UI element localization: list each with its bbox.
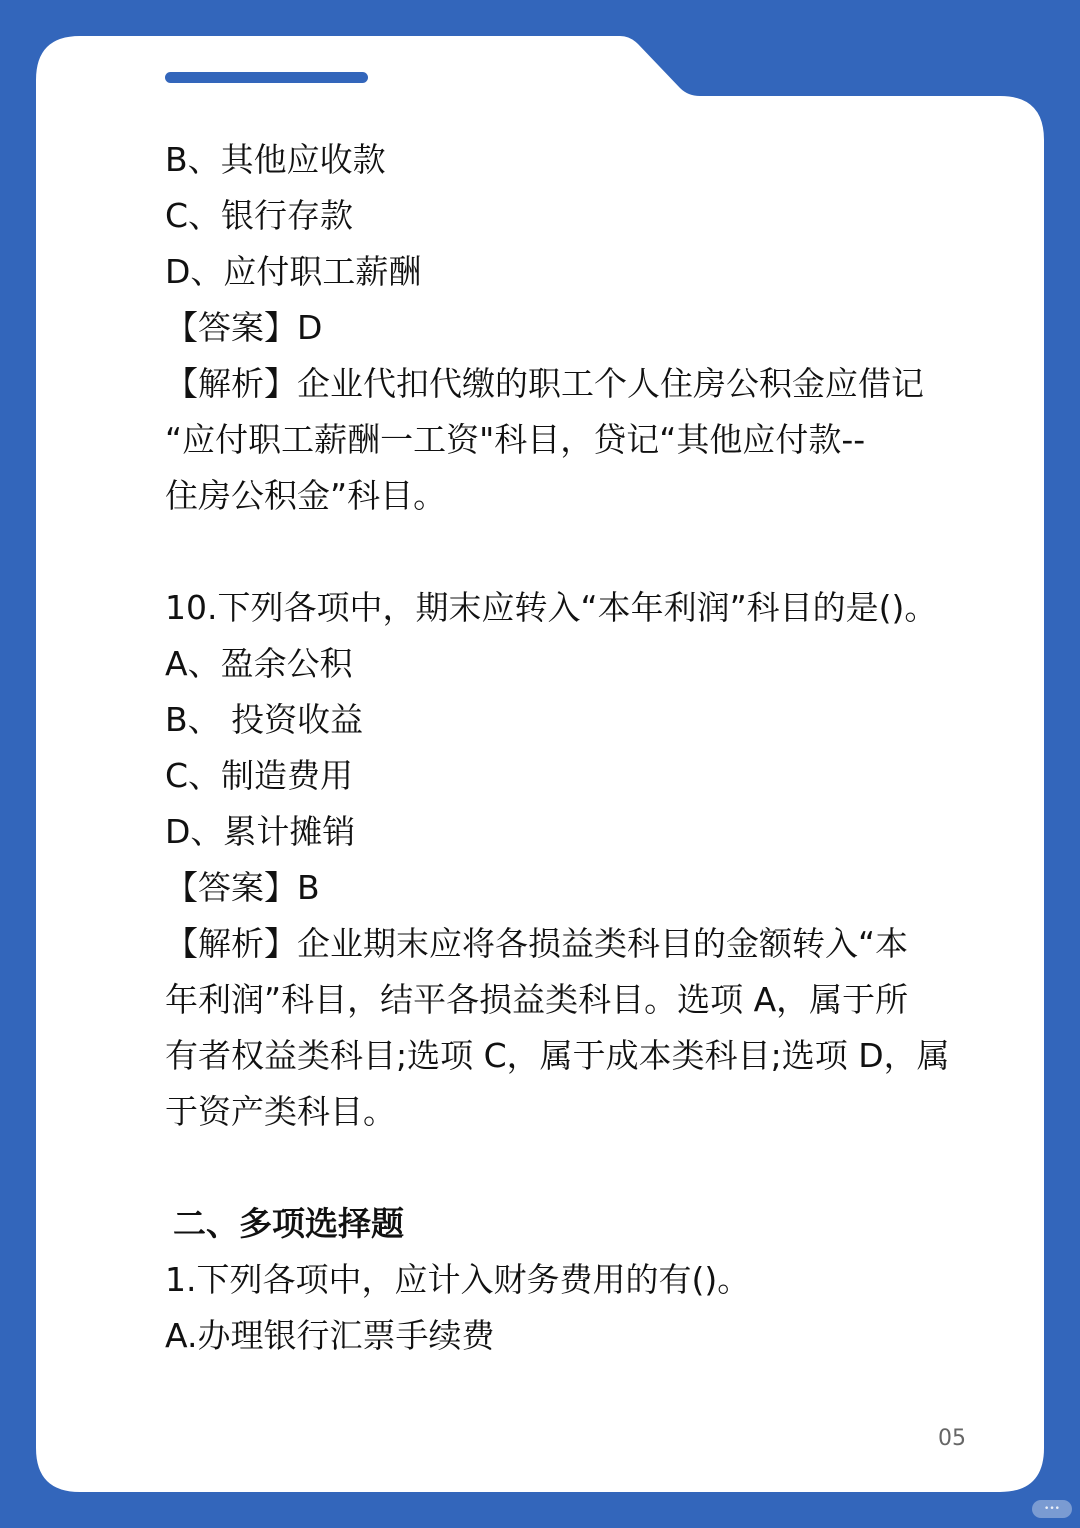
explanation-line-2: “应付职工薪酬一工资"科目，贷记“其他应付款--: [165, 420, 866, 459]
page-number: 05: [938, 1426, 966, 1451]
watermark-logo: •••: [1032, 1500, 1072, 1518]
q10-option-c: C、制造费用: [165, 756, 354, 795]
q10-explanation-line-3: 有者权益类科目;选项 C，属于成本类科目;选项 D，属: [165, 1036, 950, 1075]
answer-label: 【答案】D: [165, 308, 323, 347]
multi-question-1: 1.下列各项中，应计入财务费用的有()。: [165, 1260, 751, 1299]
q10-explanation-line-2: 年利润”科目，结平各损益类科目。选项 A，属于所: [165, 980, 909, 1019]
q10-explanation-line-1: 【解析】企业期末应将各损益类科目的金额转入“本: [165, 924, 909, 963]
explanation-line-1: 【解析】企业代扣代缴的职工个人住房公积金应借记: [165, 364, 924, 403]
question-10: 10.下列各项中，期末应转入“本年利润”科目的是()。: [165, 588, 938, 627]
multi-q1-option-a: A.办理银行汇票手续费: [165, 1316, 495, 1355]
explanation-line-3: 住房公积金”科目。: [165, 476, 447, 515]
option-c: C、银行存款: [165, 196, 354, 235]
q10-option-b: B、 投资收益: [165, 700, 364, 739]
document-body: [165, 132, 950, 1364]
spacer: [165, 1140, 945, 1196]
header-accent-bar: [165, 72, 368, 83]
q10-option-a: A、盈余公积: [165, 644, 353, 683]
q10-option-d: D、累计摊销: [165, 812, 356, 851]
q10-answer: 【答案】B: [165, 868, 320, 907]
q10-explanation-line-4: 于资产类科目。: [165, 1092, 396, 1131]
option-b: B、其他应收款: [165, 140, 386, 179]
spacer: [165, 524, 945, 580]
option-d: D、应付职工薪酬: [165, 252, 422, 291]
section-title: 二、多项选择题: [173, 1204, 404, 1243]
